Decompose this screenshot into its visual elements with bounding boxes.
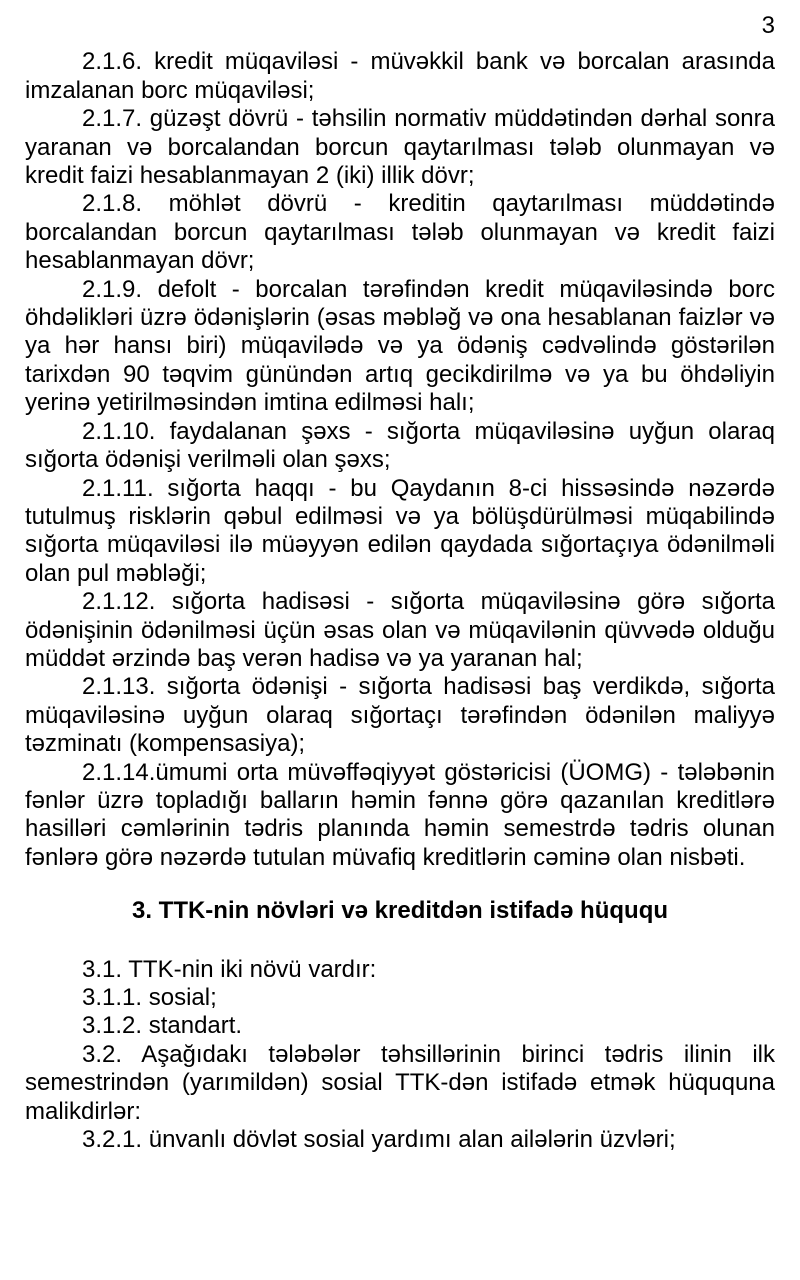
clause-2-1-12: 2.1.12. sığorta hadisəsi - sığorta müqaviləsinə görə sığorta ödənişinin ödənilməsi üçün əsas olan və müqavilənin qüvvədə olduğu müddət ərzində baş verən hadisə və ya yaranan hal; xyxy=(25,588,775,672)
clause-3-1: 3.1. TTK-nin iki növü vardır: xyxy=(82,955,377,983)
clause-2-1-9: 2.1.9. defolt - borcalan tərəfindən kredit müqaviləsində borc öhdəlikləri üzrə ödənişlərin (əsas məbləğ və ona hesablanan faizlər və ya hər hansı biri) müqavilədə və ya ödəniş cədvəlində göstərilən tarixdən 90 təqvim günündən artıq gecikdirilmə və ya bu öhdəliyin yerinə yetirilməsindən imtina edilməsi halı; xyxy=(25,275,775,417)
section-heading: 3. TTK-nin növləri və kreditdən istifadə hüququ xyxy=(131,897,669,925)
clause-2-1-7: 2.1.7. güzəşt dövrü - təhsilin normativ müddətindən dərhal sonra yaranan və borcalandan borcun qaytarılması tələb olunmayan və kredit faizi hesablanmayan 2 (iki) illik dövr; xyxy=(25,105,775,190)
clause-2-1-6: 2.1.6. kredit müqaviləsi - müvəkkil bank və borcalan arasında imzalanan borc müqaviləsi; xyxy=(25,48,775,104)
clause-2-1-8: 2.1.8. möhlət dövrü - kreditin qaytarılması müddətində borcalandan borcun qaytarılması tələb olunmayan və kredit faizi hesablanmayan dövr; xyxy=(25,190,775,275)
clause-3-2: 3.2. Aşağıdakı tələbələr təhsillərinin birinci tədris ilinin ilk semestrindən (yarımildən) sosial TTK-dən istifadə etmək hüququna malikdirlər: xyxy=(25,1040,775,1125)
clause-2-1-10: 2.1.10. faydalanan şəxs - sığorta müqaviləsinə uyğun olaraq sığorta ödənişi verilməli olan şəxs; xyxy=(25,417,775,474)
clause-3-1-1: 3.1.1. sosial; xyxy=(82,984,217,1011)
clause-2-1-13: 2.1.13. sığorta ödənişi - sığorta hadisəsi baş verdikdə, sığorta müqaviləsinə uyğun olaraq sığortaçı tərəfindən ödənilən maliyyə təzminatı (kompensasiya); xyxy=(25,673,775,758)
clause-2-1-14: 2.1.14.ümumi orta müvəffəqiyyət göstəricisi (ÜOMG) - tələbənin fənlər üzrə topladığı balların həmin fənnə görə qazanılan kreditlərə hasilləri cəmlərinin tədris planında həmin semestrdə tədris olunan fənlərə görə nəzərdə tutulan müvafiq kreditlərin cəminə olan nisbəti. xyxy=(25,758,775,871)
page-number: 3 xyxy=(761,12,775,39)
clause-3-2-1: 3.2.1. ünvanlı dövlət sosial yardımı alan ailələrin üzvləri; xyxy=(82,1126,676,1154)
clause-2-1-11: 2.1.11. sığorta haqqı - bu Qaydanın 8-ci hissəsində nəzərdə tutulmuş risklərin qəbul edilməsi və ya bölüşdürülməsi müqabilində sığorta müqaviləsi ilə müəyyən edilən qaydada sığortaçıya ödənilməli olan pul məbləği; xyxy=(25,474,775,587)
clause-3-1-2: 3.1.2. standart. xyxy=(82,1012,243,1040)
